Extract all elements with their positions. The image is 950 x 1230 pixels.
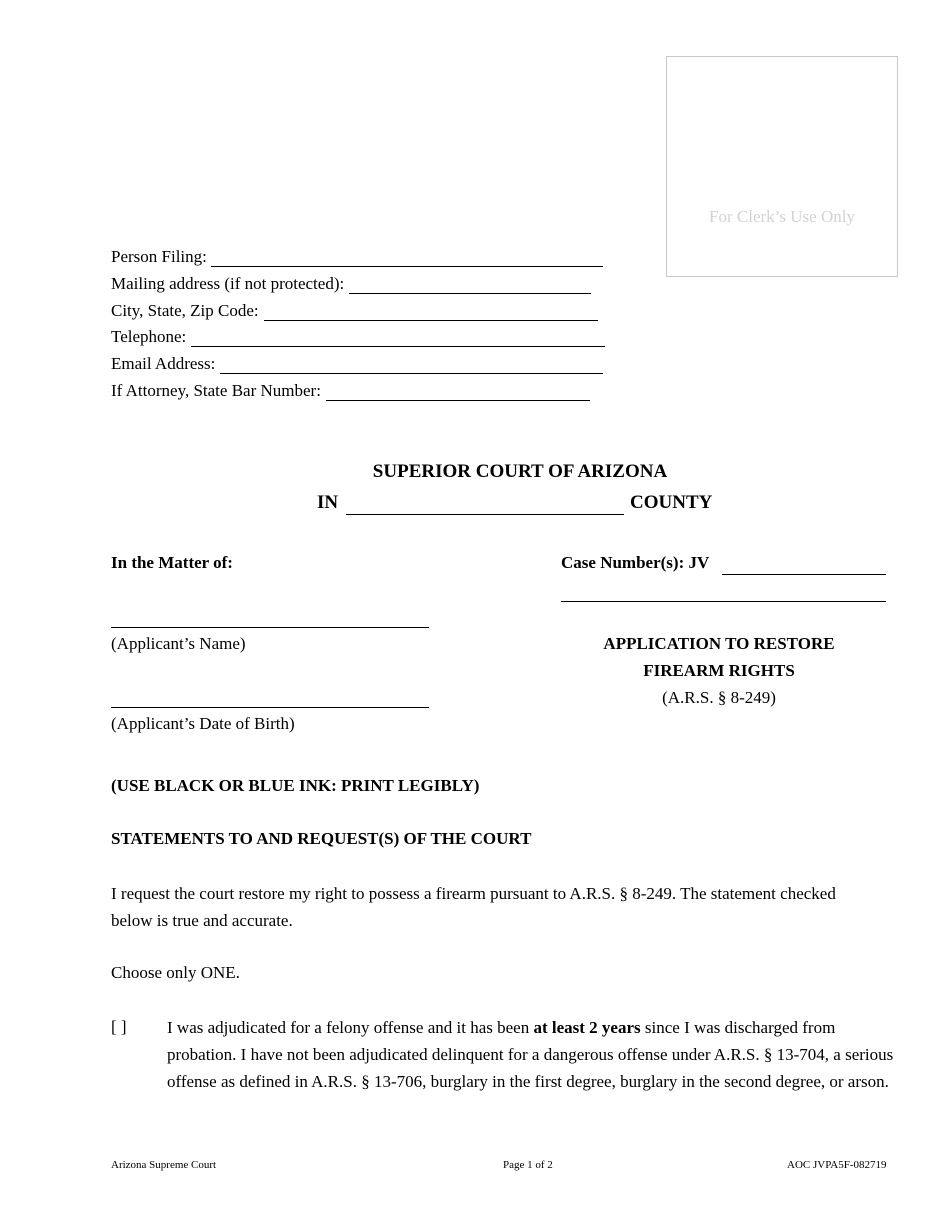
bar-number-label: If Attorney, State Bar Number:	[111, 381, 321, 400]
email-row	[111, 352, 603, 374]
statute-reference: (A.R.S. § 8-249)	[662, 688, 776, 707]
court-in-label: IN	[317, 492, 339, 513]
city-state-zip-field[interactable]	[264, 302, 598, 321]
city-state-zip-label: City, State, Zip Code:	[111, 301, 259, 320]
bar-number-row	[111, 379, 590, 401]
applicant-dob-field[interactable]	[111, 689, 429, 708]
applicant-name-field[interactable]	[111, 609, 429, 628]
applicant-dob-label: (Applicant’s Date of Birth)	[111, 714, 295, 733]
clerk-use-box	[666, 56, 898, 277]
choose-one-instruction: Choose only ONE.	[111, 963, 240, 982]
footer-left: Arizona Supreme Court	[111, 1159, 217, 1171]
option1-text-bold: at least 2 years	[533, 1018, 641, 1037]
county-field[interactable]	[346, 496, 624, 515]
footer-form-code: AOC JVPA5F-082719	[787, 1159, 887, 1171]
mailing-address-field[interactable]	[349, 275, 591, 294]
section-heading: STATEMENTS TO AND REQUEST(S) OF THE COURT	[111, 829, 532, 848]
bar-number-field[interactable]	[326, 382, 590, 401]
case-number-field[interactable]	[722, 556, 886, 575]
mailing-address-row	[111, 272, 591, 294]
telephone-field[interactable]	[191, 328, 605, 347]
case-number-label: Case Number(s): JV	[561, 553, 710, 572]
footer-page-number: Page 1 of 2	[503, 1159, 553, 1171]
applicant-name-label: (Applicant’s Name)	[111, 634, 246, 653]
telephone-label: Telephone:	[111, 327, 187, 346]
clerk-use-label: For Clerk’s Use Only	[709, 207, 855, 226]
city-state-zip-row	[111, 299, 598, 321]
court-county-label: COUNTY	[630, 492, 713, 513]
option1-text-before: I was adjudicated for a felony offense and it has been	[167, 1018, 534, 1037]
case-number-field-2[interactable]	[561, 583, 886, 602]
ink-instruction: (USE BLACK OR BLUE INK: PRINT LEGIBLY)	[111, 776, 480, 795]
matter-label: In the Matter of:	[111, 553, 233, 572]
mailing-address-label: Mailing address (if not protected):	[111, 274, 345, 293]
option1-checkbox[interactable]: [ ]	[111, 1017, 127, 1036]
email-label: Email Address:	[111, 354, 216, 373]
doc-title-line1: APPLICATION TO RESTORE	[603, 634, 835, 653]
option1-text	[167, 1014, 907, 1095]
person-filing-field[interactable]	[211, 248, 603, 267]
telephone-row	[111, 325, 605, 347]
option1-text-after: since I was discharged from probation. I have not been adjudicated delinquent for a dangerous offense under A.R.S. § 13-704, a serious offense as defined in A.R.S. § 13-706, burglary in the first degree, burglary in the second degree, or arson.	[167, 1018, 894, 1091]
doc-title-line2: FIREARM RIGHTS	[643, 661, 795, 680]
person-filing-label: Person Filing:	[111, 247, 207, 266]
court-title: SUPERIOR COURT OF ARIZONA	[372, 461, 668, 482]
request-paragraph: I request the court restore my right to possess a firearm pursuant to A.R.S. § 8-249. The statement checked below is true and accurate.	[111, 884, 836, 930]
person-filing-row	[111, 245, 603, 267]
email-field[interactable]	[220, 355, 603, 374]
